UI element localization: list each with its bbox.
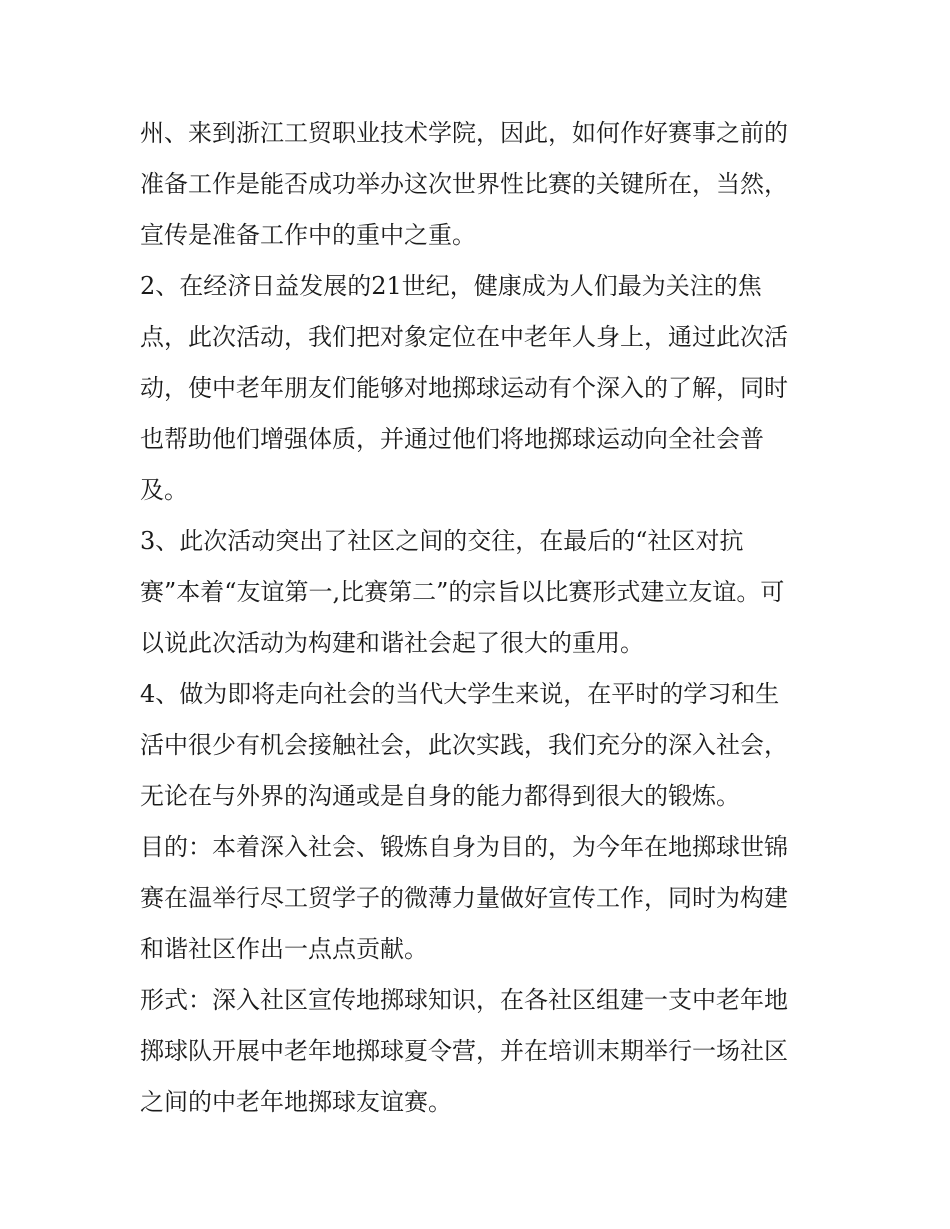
text-line: 活中很少有机会接触社会，此次实践，我们充分的深入社会， xyxy=(140,731,788,759)
text-line: 3、此次活动突出了社区之间的交往，在最后的“社区对抗 xyxy=(140,527,744,555)
text-line: 以说此次活动为构建和谐社会起了很大的重用。 xyxy=(140,629,644,657)
text-line: 点，此次活动，我们把对象定位在中老年人身上，通过此次活 xyxy=(140,323,788,351)
text-line: 之间的中老年地掷球友谊赛。 xyxy=(140,1088,452,1116)
text-line: 2、在经济日益发展的21世纪，健康成为人们最为关注的焦 xyxy=(140,272,762,300)
text-line: 形式：深入社区宣传地掷球知识，在各社区组建一支中老年地 xyxy=(140,986,788,1014)
document-body xyxy=(140,108,820,1128)
text-line: 也帮助他们增强体质，并通过他们将地掷球运动向全社会普 xyxy=(140,425,764,453)
text-line: 赛”本着“友谊第一,比赛第二”的宗旨以比赛形式建立友谊。可 xyxy=(140,578,785,606)
text-line: 动，使中老年朋友们能够对地掷球运动有个深入的了解，同时 xyxy=(140,374,788,402)
text-line: 无论在与外界的沟通或是自身的能力都得到很大的锻炼。 xyxy=(140,782,740,810)
text-line: 赛在温举行尽工贸学子的微薄力量做好宣传工作，同时为构建 xyxy=(140,884,788,912)
text-line: 目的：本着深入社会、锻炼自身为目的，为今年在地掷球世锦 xyxy=(140,833,788,861)
text-line: 宣传是准备工作中的重中之重。 xyxy=(140,221,476,249)
text-line: 掷球队开展中老年地掷球夏令营，并在培训末期举行一场社区 xyxy=(140,1037,788,1065)
text-line: 4、做为即将走向社会的当代大学生来说，在平时的学习和生 xyxy=(140,680,780,708)
text-line: 州、来到浙江工贸职业技术学院，因此，如何作好赛事之前的 xyxy=(140,119,788,147)
text-line: 及。 xyxy=(140,476,188,504)
text-line: 准备工作是能否成功举办这次世界性比赛的关键所在，当然， xyxy=(140,170,788,198)
text-line: 和谐社区作出一点点贡献。 xyxy=(140,935,428,963)
